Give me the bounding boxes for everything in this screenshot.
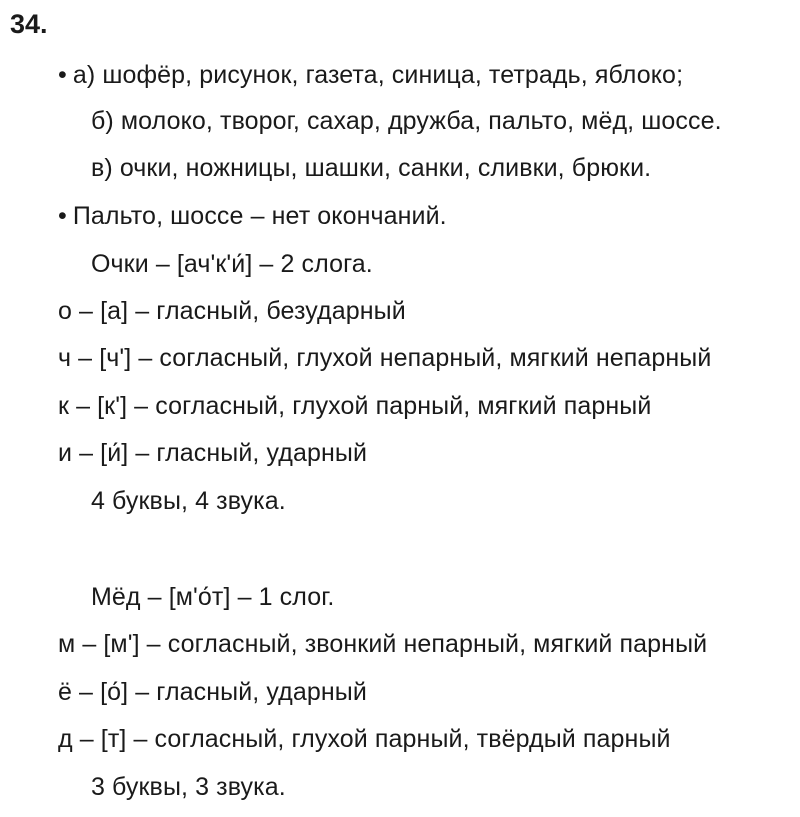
myod-sound-m: м – [м'] – согласный, звонкий непарный, мягкий парный [58, 630, 708, 658]
bullet-icon: • [58, 202, 67, 230]
myod-transcription: Мёд – [м'о́т] – 1 слог. [91, 583, 335, 611]
exercise-number: 34. [10, 9, 48, 39]
ochki-sound-i: и – [и́] – гласный, ударный [58, 439, 368, 467]
myod-summary: 3 буквы, 3 звука. [91, 773, 286, 801]
ochki-summary: 4 буквы, 4 звука. [91, 487, 286, 515]
ochki-sound-k: к – [к'] – согласный, глухой парный, мягкий парный [58, 392, 652, 420]
part-b-line: б) молоко, творог, сахар, дружба, пальто, мёд, шоссе. [91, 107, 722, 135]
ochki-sound-o: о – [а] – гласный, безударный [58, 297, 406, 325]
part-c-line: в) очки, ножницы, шашки, санки, сливки, брюки. [91, 154, 652, 182]
ochki-sound-ch: ч – [ч'] – согласный, глухой непарный, мягкий непарный [58, 344, 712, 372]
myod-sound-yo: ё – [о́] – гласный, ударный [58, 678, 367, 706]
no-endings-line [58, 201, 447, 231]
part-a-line [58, 60, 683, 90]
myod-sound-d: д – [т] – согласный, глухой парный, твёрдый парный [58, 725, 671, 753]
no-endings-text: Пальто, шоссе – нет окончаний. [72, 202, 447, 230]
ochki-transcription: Очки – [ач'к'и́] – 2 слога. [91, 250, 373, 278]
bullet-icon: • [58, 61, 67, 89]
part-a-text: а) шофёр, рисунок, газета, синица, тетрадь, яблоко; [72, 61, 684, 89]
